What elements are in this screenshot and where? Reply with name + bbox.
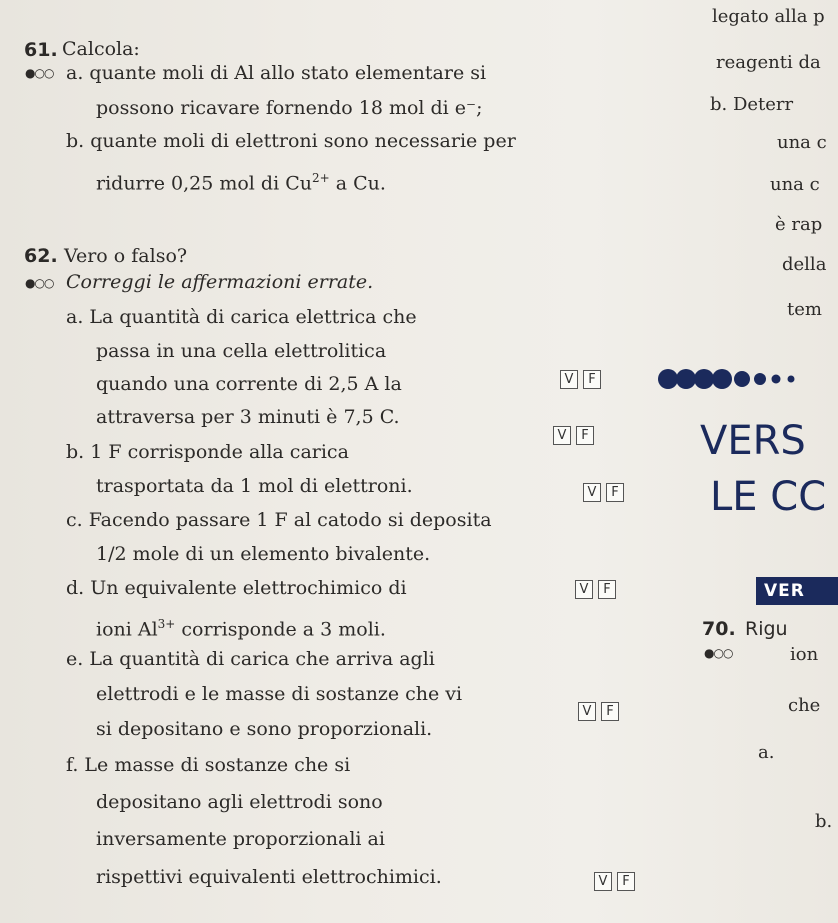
right-text-8: tem bbox=[787, 299, 822, 320]
ex62-e-vf bbox=[578, 702, 619, 721]
ex61-difficulty-icon: ●○○ bbox=[25, 66, 54, 80]
ex62-d-vf bbox=[575, 580, 616, 599]
ex62-e-true-checkbox[interactable]: V bbox=[578, 702, 596, 721]
ex70-item-b: b. bbox=[815, 811, 833, 832]
right-text-5: una c bbox=[770, 174, 820, 195]
ex62-c-vf bbox=[583, 483, 624, 502]
right-text-3: b. Deterr bbox=[710, 94, 794, 115]
ex62-c-line2: 1/2 mole di un elemento bivalente. bbox=[96, 543, 431, 565]
ex62-a-line1: a. La quantità di carica elettrica che bbox=[66, 306, 417, 328]
ex62-difficulty-icon: ●○○ bbox=[25, 276, 54, 290]
section-heading-2: LE CC bbox=[710, 474, 827, 520]
right-text-6: è rap bbox=[775, 214, 823, 235]
ex62-d-line2: ioni $Al^{3+}$ corrisponde a 3 moli. bbox=[96, 617, 386, 641]
ex62-b-true-checkbox[interactable]: V bbox=[553, 426, 571, 445]
ex62-f-true-checkbox[interactable]: V bbox=[594, 872, 612, 891]
ex62-b-false-checkbox[interactable]: F bbox=[576, 426, 594, 445]
ex62-f-line1: f. Le masse di sostanze che si bbox=[66, 754, 351, 776]
ex62-e-false-checkbox[interactable]: F bbox=[601, 702, 619, 721]
ex62-a-false-checkbox[interactable]: F bbox=[583, 370, 601, 389]
ex62-e-line2: elettrodi e le masse di sostanze che vi bbox=[96, 683, 463, 705]
ex61-a-line2: possono ricavare fornendo 18 mol di e⁻; bbox=[96, 97, 483, 119]
ex61-b-line2: ridurre 0,25 mol di $Cu^{2+}$ a Cu. bbox=[96, 171, 386, 195]
ex70-number: 70. bbox=[702, 618, 736, 640]
ex62-b-line2: trasportata da 1 mol di elettroni. bbox=[96, 475, 413, 497]
ex62-f-line3: inversamente proporzionali ai bbox=[96, 828, 385, 850]
ex61-b-line1: b. quante moli di elettroni sono necessarie per bbox=[66, 130, 516, 152]
ex62-e-line3: si depositano e sono proporzionali. bbox=[96, 718, 433, 740]
ex62-c-line1: c. Facendo passare 1 F al catodo si deposita bbox=[66, 509, 492, 531]
ex62-f-vf bbox=[594, 872, 635, 891]
ex62-d-line1: d. Un equivalente elettrochimico di bbox=[66, 577, 407, 599]
ex62-a-vf bbox=[560, 370, 601, 389]
right-text-2: reagenti da bbox=[716, 52, 821, 73]
ex62-number: 62. bbox=[24, 245, 58, 267]
ex70-line2: che bbox=[788, 695, 821, 716]
ex70-title: Rigu bbox=[745, 618, 788, 640]
ex62-b-vf bbox=[553, 426, 594, 445]
ex62-b-line1: b. 1 F corrisponde alla carica bbox=[66, 441, 349, 463]
ex62-f-line2: depositano agli elettrodi sono bbox=[96, 791, 383, 813]
ex61-number: 61. bbox=[24, 39, 58, 61]
section-heading-1: VERS bbox=[700, 418, 806, 464]
right-text-1: legato alla p bbox=[712, 6, 825, 27]
ex62-e-line1: e. La quantità di carica che arriva agli bbox=[66, 648, 435, 670]
ex62-d-true-checkbox[interactable]: V bbox=[575, 580, 593, 599]
right-text-7: della bbox=[782, 254, 827, 275]
ex62-f-false-checkbox[interactable]: F bbox=[617, 872, 635, 891]
ex62-title: Vero o falso? bbox=[64, 245, 188, 267]
right-text-4: una c bbox=[777, 132, 827, 153]
ex62-c-false-checkbox[interactable]: F bbox=[606, 483, 624, 502]
section-badge: VER bbox=[756, 577, 838, 605]
ex70-item-a: a. bbox=[758, 742, 775, 763]
ex61-title: Calcola: bbox=[62, 38, 140, 60]
ex62-a-true-checkbox[interactable]: V bbox=[560, 370, 578, 389]
ex62-f-line4: rispettivi equivalenti elettrochimici. bbox=[96, 866, 442, 888]
ex62-d-false-checkbox[interactable]: F bbox=[598, 580, 616, 599]
ex70-line1: ion bbox=[790, 644, 819, 665]
ex62-subtitle: Correggi le affermazioni errate. bbox=[66, 271, 374, 293]
ex62-a-line4: attraversa per 3 minuti è 7,5 C. bbox=[96, 406, 400, 428]
ex62-a-line2: passa in una cella elettrolitica bbox=[96, 340, 387, 362]
ex70-difficulty-icon: ●○○ bbox=[704, 646, 733, 660]
ex62-c-true-checkbox[interactable]: V bbox=[583, 483, 601, 502]
ex62-a-line3: quando una corrente di 2,5 A la bbox=[96, 373, 402, 395]
dot-bar-decoration bbox=[650, 364, 838, 394]
ex61-a-line1: a. quante moli di Al allo stato elementare si bbox=[66, 62, 487, 84]
